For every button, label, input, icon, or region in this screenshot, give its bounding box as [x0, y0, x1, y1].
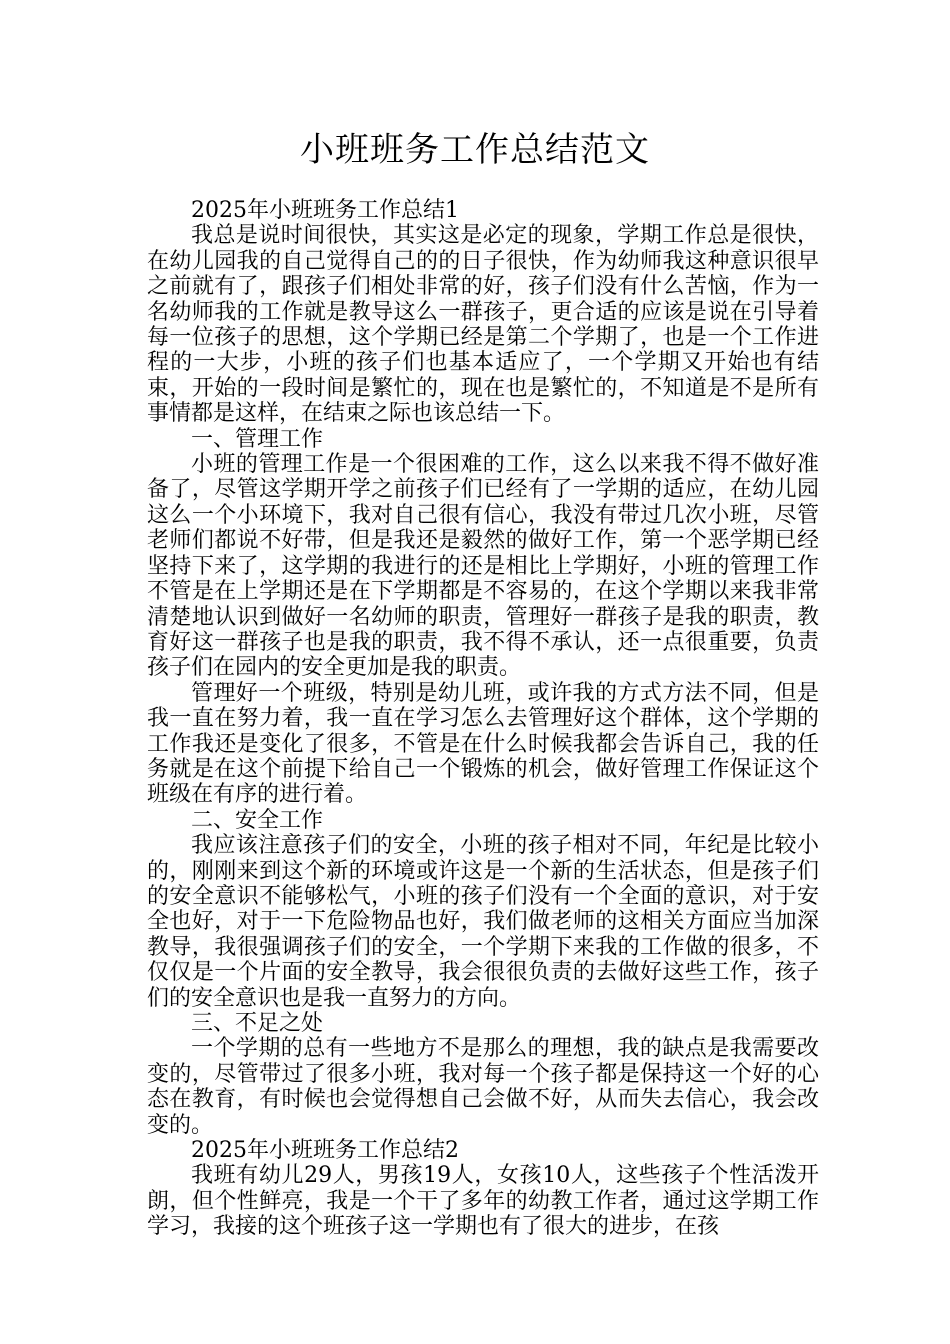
paragraph: 管理好一个班级，特别是幼儿班，或许我的方式方法不同，但是我一直在努力着，我一直在学习怎么去管理好这个群体，这个学期的工作我还是变化了很多，不管是在什么时候我都会告诉自己，我的任务就是在这个前提下给自己一个锻炼的机会，做好管理工作保证这个班级在有序的进行着。 [147, 680, 819, 808]
section-heading: 2025年小班班务工作总结1 [191, 198, 459, 223]
document-body [147, 198, 819, 1240]
section-heading: 2025年小班班务工作总结2 [191, 1138, 459, 1164]
paragraph: 我总是说时间很快，其实这是必定的现象，学期工作总是很快，在幼儿园我的自己觉得自己的的日子很快，作为幼师我这种意识很早之前就有了，跟孩子们相处非常的好，孩子们没有什么苦恼，作为一名幼师我的工作就是教导这么一群孩子，更合适的应该是说在引导着每一位孩子的思想，这个学期已经是第二个学期了，也是一个工作进程的一大步，小班的孩子们也基本适应了，一个学期又开始也有结束，开始的一段时间是繁忙的，现在也是繁忙的，不知道是不是所有事情都是这样，在结束之际也该总结一下。 [147, 223, 819, 427]
paragraph: 我班有幼儿29人，男孩19人，女孩10人，这些孩子个性活泼开朗，但个性鲜亮，我是一个干了多年的幼教工作者，通过这学期工作学习，我接的这个班孩子这一学期也有了很大的进步，在孩 [147, 1163, 819, 1240]
section-heading: 二、安全工作 [191, 807, 324, 833]
section-heading: 一、管理工作 [191, 426, 324, 452]
document-title: 小班班务工作总结范文 [300, 130, 650, 170]
section-heading: 三、不足之处 [191, 1011, 324, 1036]
paragraph: 小班的管理工作是一个很困难的工作，这么以来我不得不做好准备了，尽管这学期开学之前孩子们已经有了一学期的适应，在幼儿园这么一个小环境下，我对自己很有信心，我没有带过几次小班，尽管老师们都说不好带，但是我还是毅然的做好工作，第一个恶学期已经坚持下来了，这学期的我进行的还是相比上学期好，小班的管理工作不管是在上学期还是在下学期都是不容易的，在这个学期以来我非常清楚地认识到做好一名幼师的职责，管理好一群孩子是我的职责，教育好这一群孩子也是我的职责，我不得不承认，还一点很重要，负责孩子们在园内的安全更加是我的职责。 [147, 452, 819, 681]
paragraph: 我应该注意孩子们的安全，小班的孩子相对不同，年纪是比较小的，刚刚来到这个新的环境或许这是一个新的生活状态，但是孩子们的安全意识不能够松气，小班的孩子们没有一个全面的意识，对于安全也好，对于一下危险物品也好，我们做老师的这相关方面应当加深教导，我很强调孩子们的安全，一个学期下来我的工作做的很多，不仅仅是一个片面的安全教导，我会很很负责的去做好这些工作，孩子们的安全意识也是我一直努力的方向。 [147, 833, 819, 1011]
paragraph: 一个学期的总有一些地方不是那么的理想，我的缺点是我需要改变的，尽管带过了很多小班，我对每一个孩子都是保持这一个好的心态在教育，有时候也会觉得想自己会做不好，从而失去信心，我会改变的。 [147, 1036, 819, 1138]
